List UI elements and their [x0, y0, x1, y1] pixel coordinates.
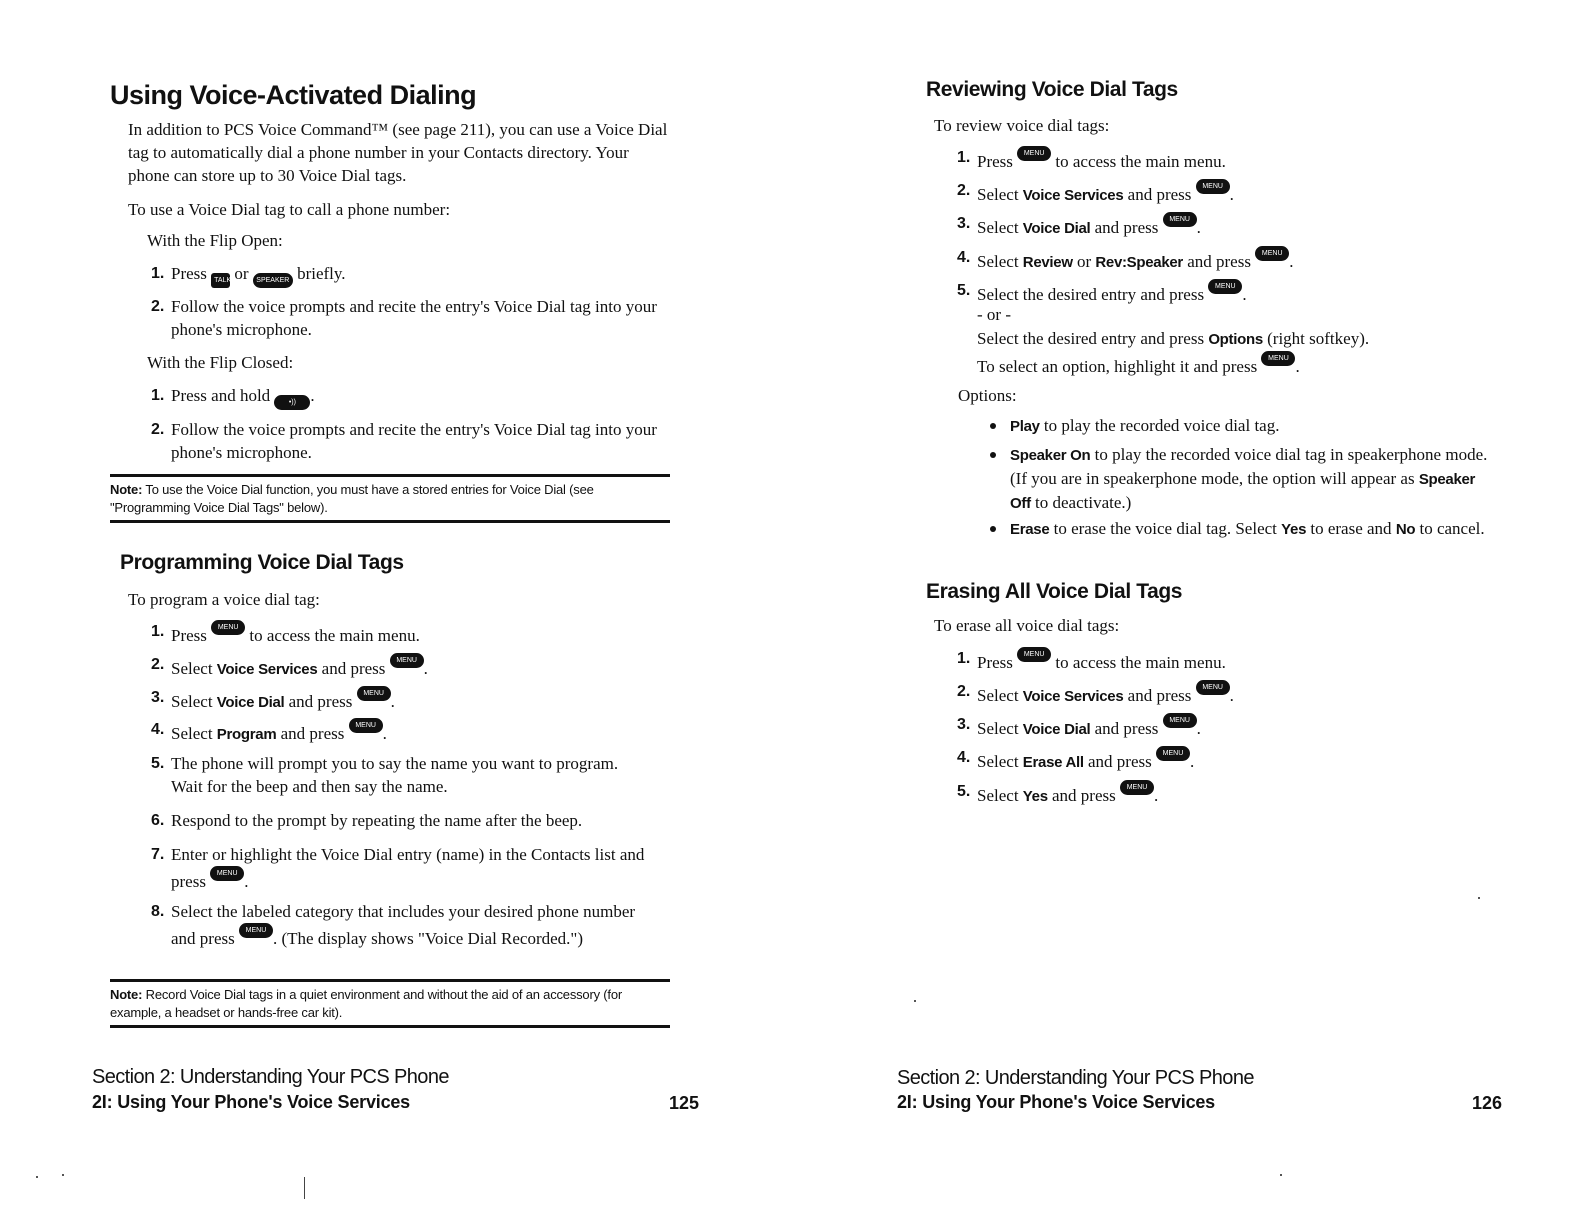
- scan-speck: [36, 1176, 38, 1178]
- menu-ok-key-icon: MENU OK: [349, 718, 383, 733]
- erase-step-3: 3. Select Voice Dial and press MENU OK .: [957, 713, 1497, 741]
- erase-step-1: 1. Press MENU OK to access the main menu.: [957, 647, 1497, 674]
- page-number: 125: [669, 1093, 700, 1113]
- option-erase: Erase to erase the voice dial tag. Select Yes to erase and No to cancel.: [990, 517, 1490, 541]
- options-alt-line: Select the desired entry and press Options (right softkey).: [977, 329, 1370, 348]
- menu-ok-key-icon: MENU OK: [1017, 146, 1051, 161]
- scan-speck: [1280, 1174, 1282, 1176]
- intro-paragraph: In addition to PCS Voice Command™ (see page 211), you can use a Voice Dial tag to automatically dial a phone number in your Contacts directory. Your phone can store up to 30 Voice Dial tags.: [128, 120, 668, 185]
- footer-chapter: 2I: Using Your Phone's Voice Services: [92, 1092, 410, 1112]
- bullet-icon: [990, 526, 996, 532]
- bullet-icon: [990, 423, 996, 429]
- option-play: Play to play the recorded voice dial tag.: [990, 414, 1510, 438]
- flip-open-label: With the Flip Open:: [147, 231, 283, 250]
- footer-chapter: 2I: Using Your Phone's Voice Services: [897, 1092, 1215, 1112]
- menu-ok-key-icon: MENU OK: [1120, 780, 1154, 795]
- program-step-6: 6. Respond to the prompt by repeating the name after the beep.: [151, 811, 583, 830]
- note-voice-dial-requirement: Note: To use the Voice Dial function, you must have a stored entries for Voice Dial (see "Programming Voice Dial Tags" below).: [110, 474, 670, 523]
- menu-ok-key-icon: MENU OK: [1163, 212, 1197, 227]
- menu-ok-key-icon: MENU OK: [211, 620, 245, 635]
- scan-speck: [914, 1000, 916, 1002]
- programming-heading: Programming Voice Dial Tags: [120, 551, 404, 574]
- erasing-intro: To erase all voice dial tags:: [934, 616, 1120, 635]
- reviewing-intro: To review voice dial tags:: [934, 116, 1110, 135]
- open-step-2: 2. Follow the voice prompts and recite the entry's Voice Dial tag into your phone's microphone.: [151, 297, 657, 339]
- menu-ok-key-icon: MENU OK: [1156, 746, 1190, 761]
- review-step-5: 5. Select the desired entry and press MENU OK .: [957, 279, 1497, 306]
- scan-mark: [304, 1177, 305, 1199]
- bullet-icon: [990, 452, 996, 458]
- erase-step-4: 4. Select Erase All and press MENU OK .: [957, 746, 1497, 774]
- menu-ok-key-icon: MENU OK: [210, 866, 244, 881]
- closed-step-1: 1. Press and hold •)) .: [151, 384, 671, 410]
- open-step-1: 1. Press TALK or SPEAKER briefly.: [151, 262, 671, 288]
- or-divider: - or -: [977, 305, 1011, 324]
- erasing-heading: Erasing All Voice Dial Tags: [926, 580, 1183, 603]
- erase-step-2: 2. Select Voice Services and press MENU OK .: [957, 680, 1497, 708]
- menu-ok-key-icon: MENU OK: [1208, 279, 1242, 294]
- menu-ok-key-icon: MENU OK: [1017, 647, 1051, 662]
- program-step-3: 3. Select Voice Dial and press MENU OK .: [151, 686, 671, 714]
- options-label: Options:: [958, 386, 1017, 405]
- note-quiet-environment: Note: Record Voice Dial tags in a quiet environment and without the aid of an accessory (for example, a headset or hands-free car kit).: [110, 979, 670, 1028]
- menu-ok-key-icon: MENU OK: [1196, 680, 1230, 695]
- menu-ok-key-icon: MENU OK: [1196, 179, 1230, 194]
- options-select-line: To select an option, highlight it and press MENU OK .: [977, 351, 1537, 378]
- footer-section: Section 2: Understanding Your PCS Phone: [897, 1067, 1254, 1089]
- erase-step-5: 5. Select Yes and press MENU OK .: [957, 780, 1497, 808]
- page-title: Using Voice-Activated Dialing: [110, 80, 477, 110]
- footer-section: Section 2: Understanding Your PCS Phone: [92, 1066, 449, 1088]
- closed-step-2: 2. Follow the voice prompts and recite the entry's Voice Dial tag into your phone's microphone.: [151, 420, 657, 462]
- review-step-1: 1. Press MENU OK to access the main menu.: [957, 146, 1497, 173]
- side-voice-key-icon: •)): [274, 395, 310, 410]
- review-step-2: 2. Select Voice Services and press MENU OK .: [957, 179, 1497, 207]
- scan-speck: [1478, 897, 1480, 899]
- menu-ok-key-icon: MENU OK: [357, 686, 391, 701]
- program-step-2: 2. Select Voice Services and press MENU OK .: [151, 653, 671, 681]
- reviewing-heading: Reviewing Voice Dial Tags: [926, 78, 1178, 101]
- menu-ok-key-icon: MENU OK: [239, 923, 273, 938]
- menu-ok-key-icon: MENU OK: [1163, 713, 1197, 728]
- program-step-5: 5. The phone will prompt you to say the name you want to program. Wait for the beep and then say the name.: [151, 754, 619, 796]
- option-speaker-on: Speaker On to play the recorded voice dial tag in speakerphone mode. (If you are in speakerphone mode, the option will appear as Speaker Off to deactivate.): [990, 443, 1490, 515]
- right-page: [792, 0, 1584, 1224]
- program-step-4: 4. Select Program and press MENU OK .: [151, 718, 671, 746]
- program-step-8: 8. Select the labeled category that includes your desired phone number and press MENU OK . (The display shows "Voice Dial Recorded."): [151, 902, 636, 949]
- programming-intro: To program a voice dial tag:: [128, 590, 320, 609]
- talk-key-icon: TALK: [211, 273, 230, 288]
- speaker-key-icon: SPEAKER: [253, 273, 293, 288]
- page-number: 126: [1472, 1093, 1503, 1113]
- review-step-3: 3. Select Voice Dial and press MENU OK .: [957, 212, 1497, 240]
- menu-ok-key-icon: MENU OK: [390, 653, 424, 668]
- scan-speck: [62, 1174, 64, 1176]
- use-intro: To use a Voice Dial tag to call a phone number:: [128, 200, 451, 219]
- menu-ok-key-icon: MENU OK: [1255, 246, 1289, 261]
- program-step-1: 1. Press MENU OK to access the main menu.: [151, 620, 671, 647]
- menu-ok-key-icon: MENU OK: [1261, 351, 1295, 366]
- program-step-7: 7. Enter or highlight the Voice Dial entry (name) in the Contacts list and press MENU OK .: [151, 845, 645, 892]
- flip-closed-label: With the Flip Closed:: [147, 353, 294, 372]
- review-step-4: 4. Select Review or Rev:Speaker and press MENU OK .: [957, 246, 1517, 274]
